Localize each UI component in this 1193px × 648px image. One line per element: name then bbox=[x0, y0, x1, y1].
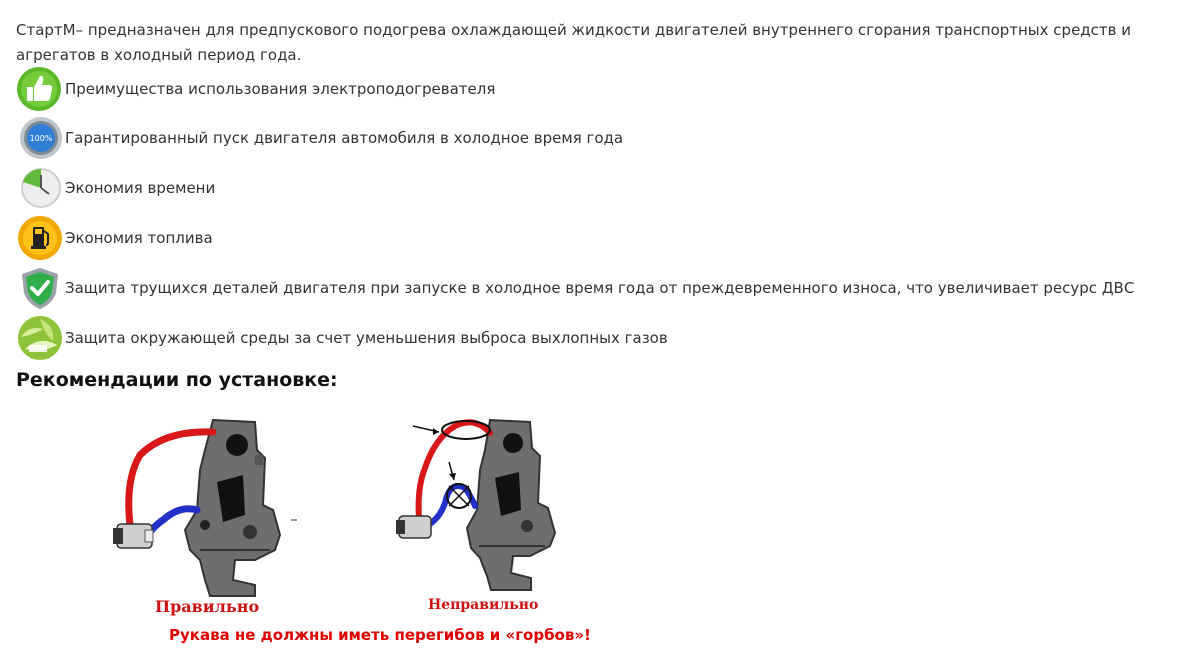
benefit-label: Экономия топлива bbox=[65, 229, 213, 247]
clock-icon bbox=[15, 165, 65, 211]
benefit-label: Экономия времени bbox=[65, 179, 216, 197]
installation-heading: Рекомендации по установке: bbox=[16, 369, 338, 391]
benefit-item bbox=[15, 265, 1165, 311]
benefit-label: Защита трущихся деталей двигателя при запуске в холодное время года от преждевременного износа, что увеличивает ресурс ДВС bbox=[65, 279, 1135, 297]
fuel-pump-icon bbox=[15, 215, 65, 261]
heater-unit bbox=[113, 524, 153, 548]
shield-check-icon bbox=[15, 265, 65, 311]
benefit-item bbox=[15, 215, 1165, 261]
intro-text: СтартМ– предназначен для предпускового подогрева охлаждающей жидкости двигателей внутреннего сгорания транспортных средств и агрегатов в холодный период года. bbox=[16, 21, 1132, 64]
benefit-item bbox=[15, 315, 1165, 361]
installation-warning: Рукава не должны иметь перегибов и «горбов»! bbox=[169, 626, 591, 644]
benefit-item bbox=[15, 165, 1165, 211]
benefit-label: Преимущества использования электроподогревателя bbox=[65, 80, 496, 98]
correct-label: Правильно bbox=[155, 597, 260, 616]
benefit-label: Гарантированный пуск двигателя автомобиля в холодное время года bbox=[65, 129, 624, 147]
badge-text: 100% bbox=[29, 134, 53, 143]
thumbs-up-icon bbox=[15, 66, 65, 112]
100-percent-badge-icon bbox=[15, 115, 65, 161]
heater-unit bbox=[396, 516, 431, 538]
benefit-item bbox=[15, 66, 1165, 112]
incorrect-label: Неправильно bbox=[428, 597, 539, 613]
engine-block bbox=[467, 420, 555, 590]
benefit-label: Защита окружающей среды за счет уменьшения выброса выхлопных газов bbox=[65, 329, 668, 347]
eco-leaf-icon bbox=[15, 315, 65, 361]
incorrect-installation-diagram bbox=[395, 418, 575, 598]
correct-installation-diagram bbox=[105, 410, 305, 600]
benefit-item bbox=[15, 115, 1165, 161]
